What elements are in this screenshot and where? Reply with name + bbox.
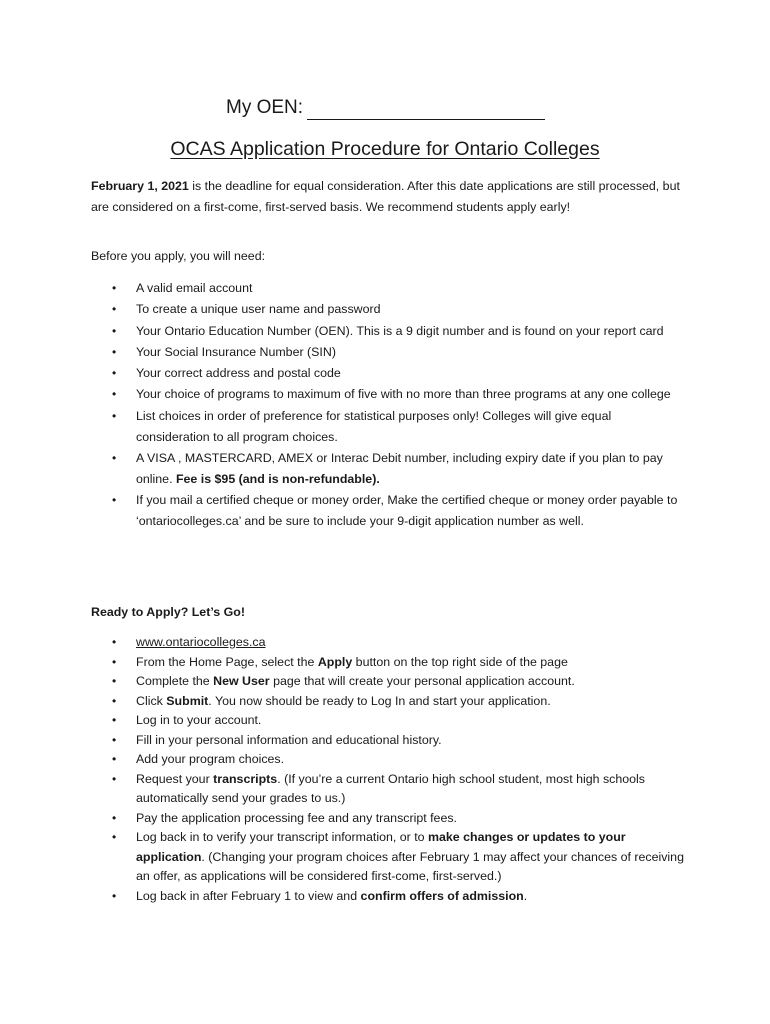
oen-field	[226, 96, 545, 120]
list-item: • From the Home Page, select the Apply button on the top right side of the page	[91, 653, 686, 673]
ready-heading: Ready to Apply? Let’s Go!	[91, 605, 245, 619]
before-heading: Before you apply, you will need:	[91, 249, 266, 263]
list-item: • Log back in to verify your transcript information, or to make changes or updates to your application. (Changing your program choices after February 1 may affect your chances of receiving an offer, as applications will be considered first-come, first-served.)	[91, 828, 686, 887]
intro-paragraph	[91, 176, 691, 217]
list-item: • List choices in order of preference for statistical purposes only! Colleges will give equal consideration to all program choices.	[91, 406, 686, 448]
list-item: • Log in to your account.	[91, 711, 686, 731]
list-item: • To create a unique user name and password	[91, 299, 686, 320]
list-item: • A VISA , MASTERCARD, AMEX or Interac Debit number, including expiry date if you plan to pay online. Fee is $95 (and is non-refundable).	[91, 448, 686, 490]
list-item: • Your Ontario Education Number (OEN). This is a 9 digit number and is found on your report card	[91, 321, 686, 342]
list-item: • Your Social Insurance Number (SIN)	[91, 342, 686, 363]
list-item: • A valid email account	[91, 278, 686, 299]
oen-label: My OEN:	[226, 97, 304, 118]
list-item: • If you mail a certified cheque or money order, Make the certified cheque or money order payable to ‘ontariocolleges.ca’ and be sure to include your 9-digit application number as well.	[91, 490, 686, 532]
list-item: • Pay the application processing fee and any transcript fees.	[91, 809, 686, 829]
intro-text: is the deadline for equal consideration. After this date applications are still processed, but are considered on a first-come, first-served basis. We recommend students apply early!	[91, 179, 680, 214]
list-item: • Fill in your personal information and educational history.	[91, 731, 686, 751]
list-item: • Complete the New User page that will create your personal application account.	[91, 672, 686, 692]
list-item[interactable]	[91, 633, 686, 653]
oen-blank-line	[307, 99, 545, 120]
page-title: OCAS Application Procedure for Ontario Colleges	[170, 138, 600, 160]
deadline-date: February 1, 2021	[91, 179, 189, 193]
list-item: • Add your program choices.	[91, 750, 686, 770]
steps-list	[91, 633, 686, 906]
ontariocolleges-link[interactable]: www.ontariocolleges.ca	[136, 635, 266, 649]
list-item: • Your choice of programs to maximum of five with no more than three programs at any one college	[91, 384, 686, 405]
list-item: • Request your transcripts. (If you’re a current Ontario high school student, most high schools automatically send your grades to us.)	[91, 770, 686, 809]
list-item: • Your correct address and postal code	[91, 363, 686, 384]
fee-note: Fee is $95 (and is non-refundable).	[175, 471, 380, 486]
requirements-list	[91, 278, 686, 532]
list-item: • Log back in after February 1 to view and confirm offers of admission.	[91, 887, 686, 907]
list-item: • Click Submit. You now should be ready to Log In and start your application.	[91, 692, 686, 712]
